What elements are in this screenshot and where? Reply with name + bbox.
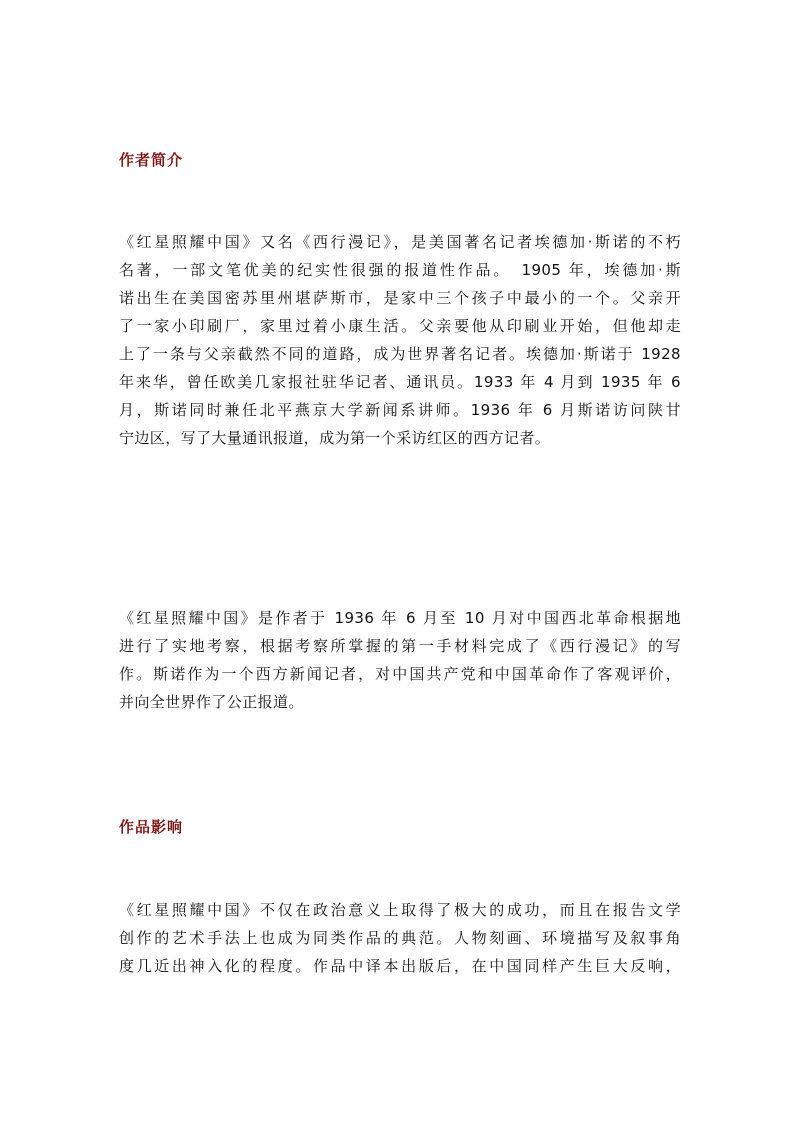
text-line: 上了一条与父亲截然不同的道路，成为世界著名记者。埃德加·斯诺于 1928	[119, 345, 681, 363]
text-line: 并向全世界作了公正报道。	[119, 693, 304, 711]
text-line: 宁边区，写了大量通讯报道，成为第一个采访红区的西方记者。	[119, 429, 551, 447]
text-line: 月，斯诺同时兼任北平燕京大学新闻系讲师。1936 年 6 月斯诺访问陕甘	[119, 401, 681, 419]
paragraph-influence	[119, 896, 681, 980]
text-line: 名著，一部文笔优美的纪实性很强的报道性作品。 1905 年，埃德加·斯	[119, 261, 681, 279]
paragraph-book-origin	[119, 604, 681, 716]
text-line: 进行了实地考察，根据考察所掌握的第一手材料完成了《西行漫记》的写	[119, 637, 681, 655]
text-line: 《红星照耀中国》是作者于 1936 年 6 月至 10 月对中国西北革命根据地	[119, 609, 681, 627]
text-line: 《红星照耀中国》又名《西行漫记》，是美国著名记者埃德加·斯诺的不朽	[119, 233, 681, 251]
text-line: 年来华，曾任欧美几家报社驻华记者、通讯员。1933 年 4 月到 1935 年 6	[119, 373, 681, 391]
section-heading-author: 作者简介	[119, 151, 184, 169]
text-line: 了一家小印刷厂，家里过着小康生活。父亲要他从印刷业开始，但他却走	[119, 317, 681, 335]
text-line: 作。斯诺作为一个西方新闻记者，对中国共产党和中国革命作了客观评价，	[119, 665, 681, 683]
text-line: 创作的艺术手法上也成为同类作品的典范。人物刻画、环境描写及叙事角	[119, 929, 681, 947]
text-line: 诺出生在美国密苏里州堪萨斯市，是家中三个孩子中最小的一个。父亲开	[119, 289, 681, 307]
section-heading-influence: 作品影响	[119, 818, 184, 836]
text-line: 度几近出神入化的程度。作品中译本出版后，在中国同样产生巨大反响，	[119, 957, 681, 975]
text-line: 《红星照耀中国》不仅在政治意义上取得了极大的成功，而且在报告文学	[119, 901, 681, 919]
paragraph-author-bio	[119, 228, 681, 452]
